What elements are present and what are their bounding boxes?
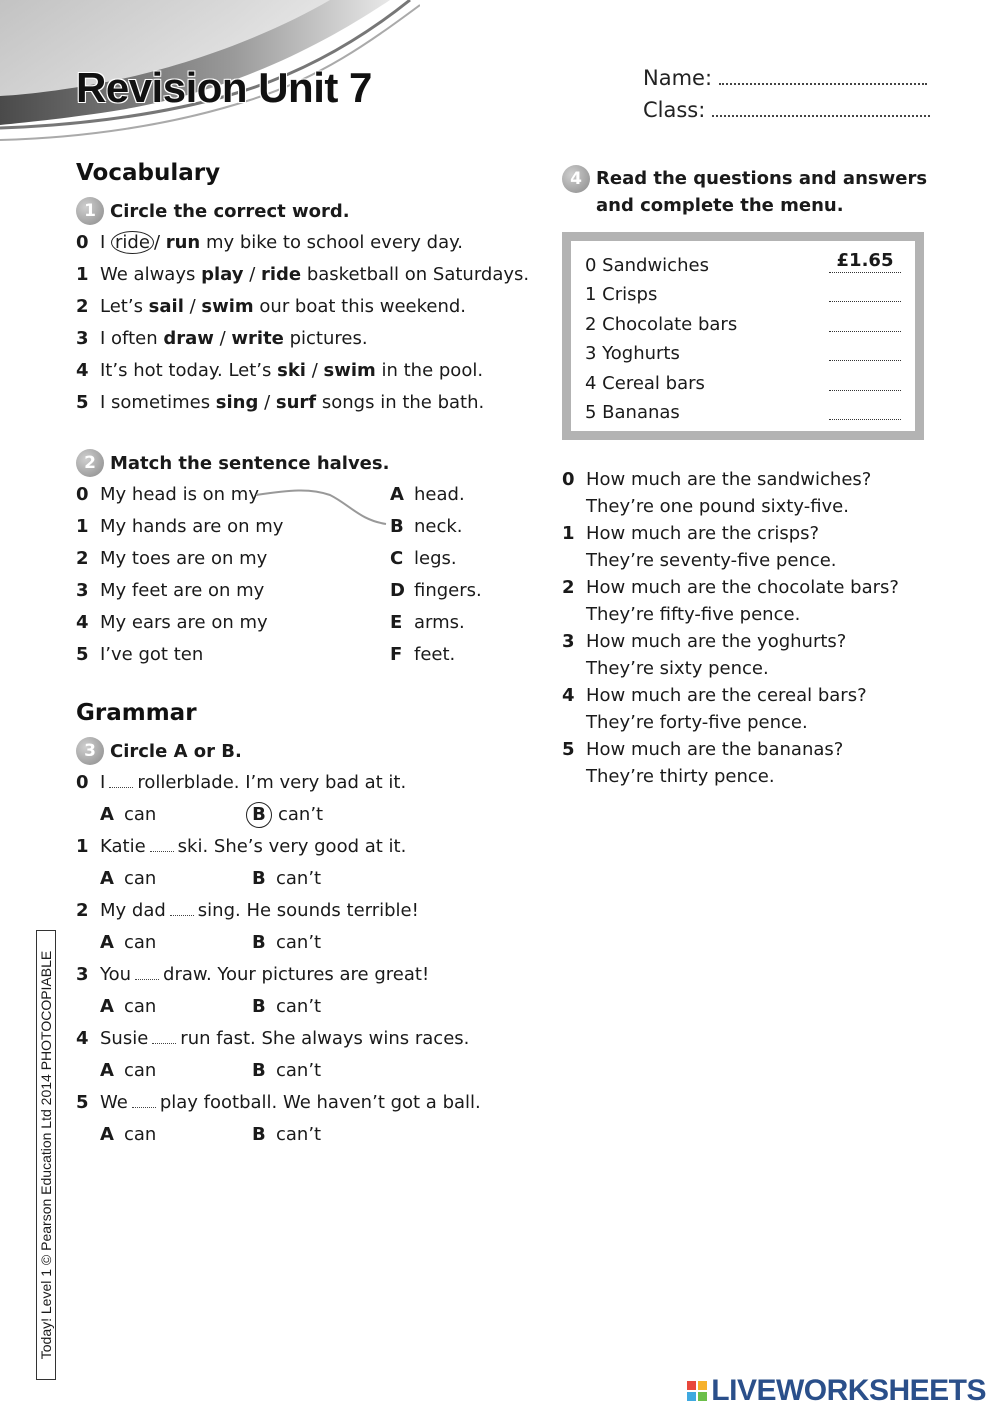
qa-item — [562, 574, 899, 628]
option-text: can — [124, 996, 157, 1017]
option-text: can’t — [276, 1124, 322, 1145]
question-text: How much are the chocolate bars? — [586, 577, 899, 598]
circled-option-label: B — [246, 802, 272, 828]
menu-box — [562, 232, 924, 440]
exercise-1-list — [76, 227, 529, 419]
option-text: can’t — [276, 932, 322, 953]
item-letter: D — [390, 580, 405, 601]
copyright-side-note — [36, 930, 56, 1380]
item-number: 5 — [76, 392, 89, 413]
exercise-1-instruction: Circle the correct word. — [110, 200, 350, 222]
item-text: head. — [414, 484, 465, 505]
word-option[interactable]: write — [231, 328, 284, 349]
match-right-item[interactable] — [390, 511, 482, 543]
separator: / — [258, 392, 276, 413]
option-a[interactable] — [100, 1124, 156, 1145]
item-number: 1 — [562, 523, 575, 544]
item-number: 0 — [76, 772, 89, 793]
item-letter: F — [390, 644, 403, 665]
question-text: How much are the bananas? — [586, 739, 844, 760]
class-label: Class: — [643, 98, 706, 122]
item-text: neck. — [414, 516, 463, 537]
item-number: 5 — [76, 644, 89, 665]
item-number: 0 — [76, 484, 89, 505]
item-text: pictures. — [283, 328, 368, 349]
item-text: We always — [100, 264, 202, 285]
word-option[interactable]: swim — [323, 360, 376, 381]
blank-gap — [109, 787, 133, 788]
item-text: ski. She’s very good at it. — [177, 836, 407, 857]
option-a[interactable] — [100, 996, 156, 1017]
list-item — [76, 259, 529, 291]
answer-text: They’re thirty pence. — [586, 766, 775, 787]
name-dotted-line — [719, 83, 927, 85]
menu-item: 2 Chocolate bars — [585, 313, 738, 335]
item-text: rollerblade. I’m very bad at it. — [137, 772, 407, 793]
item-text: Let’s — [100, 296, 149, 317]
item-number: 1 — [76, 264, 89, 285]
option-a[interactable] — [100, 932, 156, 953]
word-option[interactable]: draw — [163, 328, 214, 349]
class-dotted-line — [712, 115, 930, 117]
option-label: A — [100, 868, 114, 889]
item-letter: A — [390, 484, 404, 505]
item-text: My feet are on my — [100, 580, 265, 601]
item-text: We — [100, 1092, 128, 1113]
item-text: My ears are on my — [100, 612, 268, 633]
answer-text: They’re one pound sixty-five. — [586, 496, 849, 517]
item-number: 4 — [76, 1028, 89, 1049]
option-a[interactable] — [100, 1060, 156, 1081]
item-number: 0 — [76, 232, 89, 253]
menu-row — [585, 339, 901, 368]
menu-price-field[interactable] — [829, 310, 901, 332]
menu-item: 5 Bananas — [585, 402, 680, 424]
item-text: I often — [100, 328, 164, 349]
exercise-number-badge: 4 — [562, 165, 590, 193]
option-b[interactable] — [252, 799, 323, 831]
option-label: A — [100, 1124, 114, 1145]
option-label: A — [100, 804, 114, 825]
menu-item: 0 Sandwiches — [585, 255, 709, 276]
item-text: My hands are on my — [100, 516, 284, 537]
menu-price-field[interactable] — [829, 339, 901, 361]
option-b[interactable] — [252, 863, 321, 895]
menu-row — [585, 369, 901, 398]
item-text: My head is on my — [100, 484, 259, 505]
item-text: legs. — [414, 548, 457, 569]
option-row — [76, 991, 481, 1023]
list-item — [76, 291, 529, 323]
option-text: can — [124, 1124, 157, 1145]
word-option[interactable]: run — [165, 232, 201, 253]
match-right-column — [390, 479, 482, 671]
option-text: can — [124, 868, 157, 889]
item-text: I’ve got ten — [100, 644, 204, 665]
list-item — [76, 387, 529, 419]
option-label: B — [252, 1124, 266, 1145]
item-text: in the pool. — [375, 360, 484, 381]
item-text: I — [100, 232, 112, 253]
item-number: 5 — [562, 739, 575, 760]
option-row — [76, 799, 481, 831]
option-label: A — [100, 932, 114, 953]
page-title: Revision Unit 7 — [76, 64, 372, 111]
exercise-3-instruction: Circle A or B. — [110, 740, 242, 762]
item-number: 2 — [76, 548, 89, 569]
item-number: 5 — [76, 1092, 89, 1113]
instruction-line: Read the questions and answers — [596, 168, 928, 189]
menu-row — [585, 310, 901, 339]
item-text: songs in the bath. — [316, 392, 485, 413]
word-option[interactable]: surf — [275, 392, 317, 413]
menu-price-field[interactable] — [829, 369, 901, 391]
question-text: How much are the yoghurts? — [586, 631, 847, 652]
item-text: play football. We haven’t got a ball. — [159, 1092, 481, 1113]
separator: / — [243, 264, 261, 285]
exercise-3-list — [76, 767, 481, 1151]
menu-row — [585, 398, 901, 427]
option-text: can — [124, 804, 157, 825]
item-text: I sometimes — [100, 392, 216, 413]
item-text: It’s hot today. Let’s — [100, 360, 278, 381]
item-number: 1 — [76, 516, 89, 537]
item-text: My dad — [100, 900, 166, 921]
menu-row — [585, 251, 901, 280]
exercise-2-instruction: Match the sentence halves. — [110, 452, 390, 474]
option-b[interactable] — [252, 991, 321, 1023]
match-connector-line — [250, 480, 390, 530]
item-number: 4 — [562, 685, 575, 706]
option-label: A — [100, 996, 114, 1017]
blank-gap — [170, 915, 194, 916]
item-text: draw. Your pictures are great! — [163, 964, 430, 985]
list-item — [76, 355, 529, 387]
list-item — [76, 767, 481, 799]
word-option[interactable]: play — [201, 264, 244, 285]
option-b[interactable] — [252, 1055, 321, 1087]
match-right-item[interactable] — [390, 543, 482, 575]
separator: / — [153, 232, 166, 253]
item-number: 1 — [76, 836, 89, 857]
liveworksheets-icon — [687, 1381, 707, 1401]
exercise-number-badge: 2 — [76, 449, 104, 477]
option-text: can — [124, 1060, 157, 1081]
blank-gap — [132, 1107, 156, 1108]
option-a[interactable] — [100, 804, 156, 825]
list-item — [76, 227, 529, 259]
item-letter: C — [390, 548, 404, 569]
item-number: 4 — [76, 612, 89, 633]
item-text: arms. — [414, 612, 465, 633]
option-text: can’t — [276, 868, 322, 889]
match-left-item[interactable] — [76, 639, 283, 671]
word-option[interactable]: ride — [260, 264, 302, 285]
class-field[interactable] — [643, 98, 930, 122]
match-right-item[interactable] — [390, 575, 482, 607]
list-item — [76, 959, 481, 991]
exercise-number-badge: 3 — [76, 737, 104, 765]
circled-word[interactable]: ride — [111, 231, 154, 254]
separator: / — [213, 328, 232, 349]
item-number: 2 — [562, 577, 575, 598]
menu-row — [585, 280, 901, 309]
item-text: run fast. She always wins races. — [180, 1028, 470, 1049]
item-number: 0 — [562, 469, 575, 490]
qa-item — [562, 520, 899, 574]
qa-list — [562, 466, 899, 790]
list-item — [76, 1087, 481, 1119]
qa-item — [562, 628, 899, 682]
option-row — [76, 927, 481, 959]
menu-price-field[interactable]: £1.65 — [829, 251, 901, 273]
option-row — [76, 863, 481, 895]
name-label: Name: — [643, 66, 713, 90]
item-number: 3 — [562, 631, 575, 652]
option-b[interactable] — [252, 1119, 321, 1151]
qa-item — [562, 736, 899, 790]
qa-item — [562, 466, 899, 520]
item-text: Susie — [100, 1028, 149, 1049]
list-item — [76, 895, 481, 927]
item-text: sing. He sounds terrible! — [197, 900, 419, 921]
match-left-item[interactable] — [76, 575, 283, 607]
option-row — [76, 1119, 481, 1151]
question-text: How much are the sandwiches? — [586, 469, 872, 490]
item-text: feet. — [414, 644, 456, 665]
menu-price-field[interactable] — [829, 398, 901, 420]
match-right-item[interactable] — [390, 479, 482, 511]
answer-text: They’re fifty-five pence. — [586, 604, 801, 625]
word-option[interactable]: swim — [201, 296, 254, 317]
exercise-4-header — [562, 165, 927, 219]
word-option[interactable]: ski — [277, 360, 306, 381]
option-a[interactable] — [100, 868, 156, 889]
list-item — [76, 831, 481, 863]
instruction-line: and complete the menu. — [596, 195, 844, 216]
exercise-4-instruction — [596, 165, 927, 219]
menu-item: 4 Cereal bars — [585, 372, 705, 394]
separator: / — [305, 360, 324, 381]
option-b[interactable] — [252, 927, 321, 959]
item-text: Katie — [100, 836, 146, 857]
item-text: our boat this weekend. — [253, 296, 467, 317]
qa-item — [562, 682, 899, 736]
item-text: My toes are on my — [100, 548, 268, 569]
item-text: You — [100, 964, 132, 985]
question-text: How much are the cereal bars? — [586, 685, 867, 706]
blank-gap — [150, 851, 174, 852]
menu-item: 1 Crisps — [585, 284, 658, 306]
word-option[interactable]: sing — [215, 392, 259, 413]
grammar-heading: Grammar — [76, 700, 197, 726]
option-label: B — [252, 868, 266, 889]
item-text: fingers. — [414, 580, 482, 601]
item-number: 3 — [76, 964, 89, 985]
exercise-number-badge: 1 — [76, 197, 104, 225]
option-label: B — [252, 996, 266, 1017]
exercise-1-header — [76, 197, 350, 225]
copyright-text: Today! Level 1 © Pearson Education Ltd 2014 PHOTOCOPIABLE — [38, 950, 54, 1360]
item-number: 4 — [76, 360, 89, 381]
question-text: How much are the crisps? — [586, 523, 820, 544]
exercise-3-header — [76, 737, 242, 765]
word-option[interactable]: sail — [148, 296, 184, 317]
menu-price-field[interactable] — [829, 280, 901, 302]
match-right-item[interactable] — [390, 639, 482, 671]
list-item — [76, 323, 529, 355]
option-text: can’t — [276, 996, 322, 1017]
item-text: my bike to school every day. — [200, 232, 463, 253]
answer-text: They’re seventy-five pence. — [586, 550, 837, 571]
item-text: basketball on Saturdays. — [301, 264, 530, 285]
option-label: B — [252, 932, 266, 953]
liveworksheets-logo[interactable] — [687, 1374, 986, 1408]
item-letter: B — [390, 516, 404, 537]
blank-gap — [152, 1043, 176, 1044]
answer-text: They’re forty-five pence. — [586, 712, 808, 733]
logo-text: LIVEWORKSHEETS — [711, 1374, 986, 1407]
vocabulary-heading: Vocabulary — [76, 160, 221, 186]
match-left-item[interactable] — [76, 607, 283, 639]
option-text: can’t — [276, 1060, 322, 1081]
menu-item: 3 Yoghurts — [585, 343, 680, 365]
item-text: I — [100, 772, 106, 793]
item-number: 2 — [76, 900, 89, 921]
answer-text: They’re sixty pence. — [586, 658, 769, 679]
option-text: can’t — [278, 804, 324, 825]
list-item — [76, 1023, 481, 1055]
item-number: 3 — [76, 328, 89, 349]
option-label: A — [100, 1060, 114, 1081]
blank-gap — [135, 979, 159, 980]
option-label: B — [252, 1060, 266, 1081]
separator: / — [183, 296, 202, 317]
option-row — [76, 1055, 481, 1087]
name-field[interactable] — [643, 66, 927, 90]
option-text: can — [124, 932, 157, 953]
item-letter: E — [390, 612, 403, 633]
match-right-item[interactable] — [390, 607, 482, 639]
item-number: 2 — [76, 296, 89, 317]
item-number: 3 — [76, 580, 89, 601]
exercise-2-header — [76, 449, 389, 477]
match-left-item[interactable] — [76, 543, 283, 575]
